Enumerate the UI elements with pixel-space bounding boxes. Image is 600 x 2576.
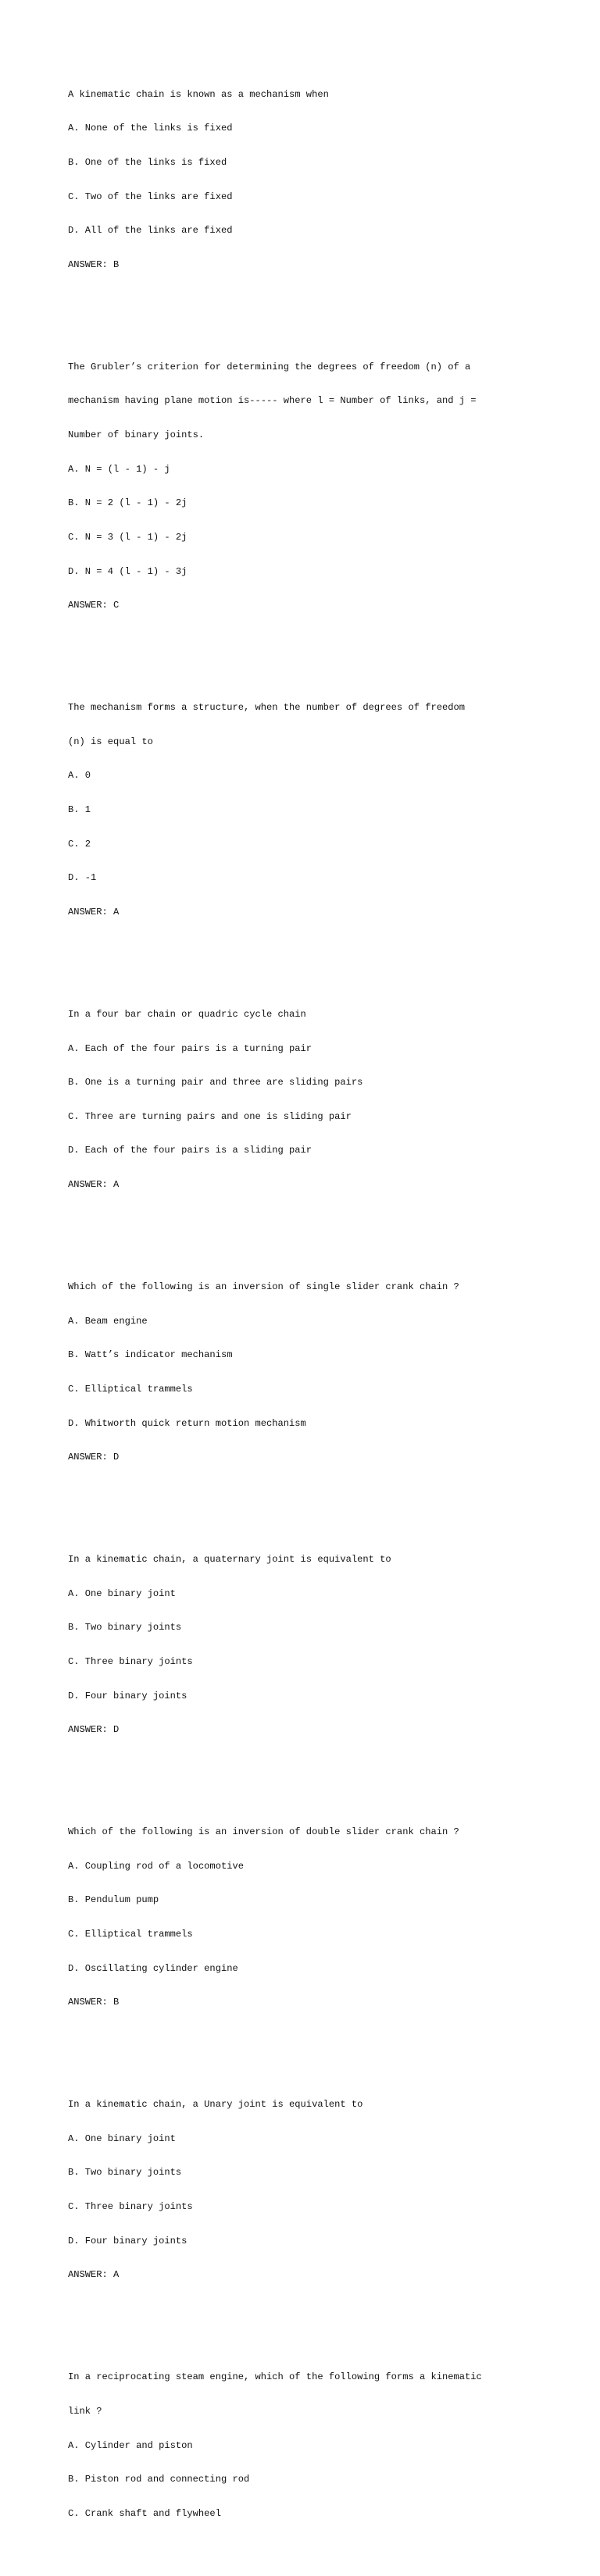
option: B. Watt’s indicator mechanism — [68, 1349, 233, 1361]
answer: ANSWER: B — [68, 1997, 120, 2008]
answer: ANSWER: A — [68, 1179, 120, 1191]
question-stem: A kinematic chain is known as a mechanism when — [68, 88, 329, 100]
question-block — [68, 679, 568, 941]
option: A. One binary joint — [68, 2132, 176, 2144]
option: A. Coupling rod of a locomotive — [68, 1860, 244, 1872]
option: D. Oscillating cylinder engine — [68, 1962, 238, 1974]
question-block — [68, 66, 568, 294]
option: C. Three binary joints — [68, 1655, 193, 1667]
answer: ANSWER: D — [68, 1724, 120, 1736]
question-stem: In a four bar chain or quadric cycle chain — [68, 1008, 306, 1020]
option: C. Three binary joints — [68, 2201, 193, 2213]
question-stem: The Grubler’s criterion for determining the degrees of freedom (n) of a — [68, 361, 471, 372]
option: A. 0 — [68, 770, 91, 782]
question-block — [68, 339, 568, 634]
question-stem: The mechanism forms a structure, when the number of degrees of freedom — [68, 702, 466, 714]
option: A. N = (l - 1) - j — [68, 463, 170, 475]
option: A. Beam engine — [68, 1315, 148, 1327]
option: B. N = 2 (l - 1) - 2j — [68, 497, 188, 509]
option: A. None of the links is fixed — [68, 123, 233, 134]
option: C. Three are turning pairs and one is sliding pair — [68, 1110, 352, 1122]
question-block — [68, 1531, 568, 1758]
option: B. 1 — [68, 804, 91, 816]
option: A. Cylinder and piston — [68, 2439, 193, 2451]
question-block — [68, 1259, 568, 1486]
option: B. Piston rod and connecting rod — [68, 2474, 250, 2485]
option: D. Four binary joints — [68, 2235, 188, 2246]
answer: ANSWER: A — [68, 2269, 120, 2281]
question-stem: In a reciprocating steam engine, which of the following forms a kinematic — [68, 2371, 482, 2383]
question-stem: In a kinematic chain, a Unary joint is equivalent to — [68, 2099, 363, 2111]
question-stem: Number of binary joints. — [68, 429, 205, 441]
option: D. N = 4 (l - 1) - 3j — [68, 565, 188, 577]
question-block — [68, 2076, 568, 2303]
option: D. All of the links are fixed — [68, 225, 233, 237]
answer: ANSWER: A — [68, 907, 120, 918]
option: C. N = 3 (l - 1) - 2j — [68, 532, 188, 543]
option: D. Each of the four pairs is a sliding pair — [68, 1145, 312, 1156]
question-block — [68, 986, 568, 1213]
option: D. Whitworth quick return motion mechanism — [68, 1417, 306, 1429]
option: C. Two of the links are fixed — [68, 191, 233, 202]
document-page — [68, 32, 568, 2576]
option: D. Four binary joints — [68, 1690, 188, 1701]
option: B. Two binary joints — [68, 2167, 182, 2179]
option: C. Elliptical trammels — [68, 1929, 193, 1940]
answer: ANSWER: D — [68, 1452, 120, 1463]
question-stem: mechanism having plane motion is----- where l = Number of links, and j = — [68, 395, 477, 407]
option: D. -1 — [68, 872, 97, 884]
question-stem: link ? — [68, 2405, 102, 2417]
question-stem: Which of the following is an inversion of double slider crank chain ? — [68, 1826, 459, 1838]
option: B. Two binary joints — [68, 1622, 182, 1634]
question-block — [68, 2349, 568, 2542]
option: C. 2 — [68, 838, 91, 850]
question-stem: In a kinematic chain, a quaternary joint is equivalent to — [68, 1554, 391, 1566]
option: B. Pendulum pump — [68, 1894, 159, 1906]
option: B. One is a turning pair and three are sliding pairs — [68, 1077, 363, 1088]
answer: ANSWER: B — [68, 258, 120, 270]
option: B. One of the links is fixed — [68, 157, 227, 169]
option: C. Elliptical trammels — [68, 1383, 193, 1395]
question-stem: Which of the following is an inversion of single slider crank chain ? — [68, 1281, 459, 1292]
option: A. Each of the four pairs is a turning pair — [68, 1042, 312, 1054]
option: A. One binary joint — [68, 1587, 176, 1599]
question-stem: (n) is equal to — [68, 736, 153, 747]
option: C. Crank shaft and flywheel — [68, 2507, 221, 2519]
answer: ANSWER: C — [68, 600, 120, 611]
question-block — [68, 1804, 568, 2031]
